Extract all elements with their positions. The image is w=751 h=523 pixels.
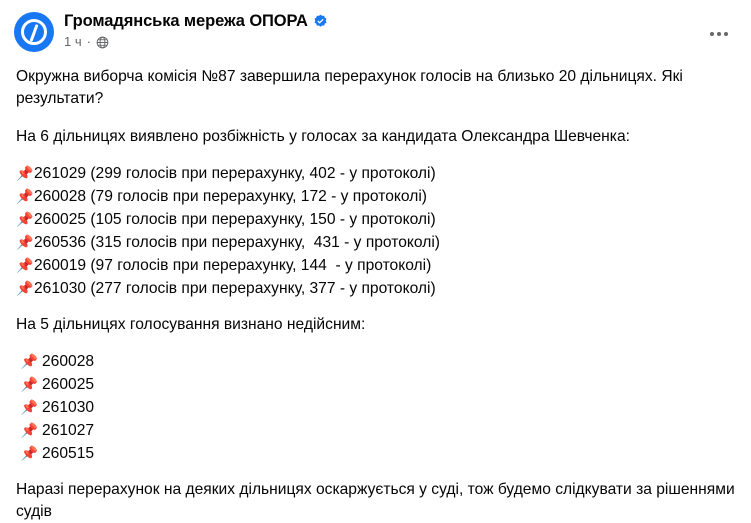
pushpin-icon: 📌 [16,188,34,204]
post-header-text [64,10,328,50]
more-options-icon[interactable] [703,18,735,50]
list-item [16,277,735,300]
list-item-text: 261029 (299 голосів при перерахунку, 402 - у протоколі) [34,165,436,182]
list-item-text: 260536 (315 голосів при перерахунку, 431 - у протоколі) [34,234,440,251]
post-intro-paragraph: Окружна виборча комісія №87 завершила перерахунок голосів на близько 20 дільницях. Які результати? [16,68,683,107]
pushpin-icon: 📌 [16,257,34,273]
pushpin-icon: 📌 [16,280,34,296]
pushpin-icon: 📌 [20,353,38,369]
post-timestamp[interactable]: 1 ч [64,34,82,49]
meta-separator: · [86,34,91,49]
pushpin-icon: 📌 [20,376,38,392]
list-item [16,231,735,254]
list-item [16,373,735,396]
list-item-text: 260019 (97 голосів при перерахунку, 144 - у протоколі) [34,257,432,274]
list-item-text: 260028 (79 голосів при перерахунку, 172 - у протоколі) [34,188,427,205]
page-name[interactable]: Громадянська мережа ОПОРА [64,12,308,30]
list-item-text: 260028 [42,353,95,370]
list-item-text: 261030 [42,399,95,416]
list-item [16,185,735,208]
opora-logo-avatar[interactable] [14,12,54,52]
list-item [16,442,735,465]
list-item [16,208,735,231]
section-2-title: На 5 дільницях голосування визнано недійсним: [16,316,366,333]
list-item-text: 260025 [42,376,95,393]
globe-icon[interactable] [96,36,109,49]
pushpin-icon: 📌 [16,165,34,181]
post-header [14,10,737,62]
list-item-text: 260025 (105 голосів при перерахунку, 150 - у протоколі) [34,211,436,228]
post-outro-paragraph: Наразі перерахунок на деяких дільницях оскаржується у суді, тож будемо слідкувати за рішеннями судів [16,481,735,520]
list-item [16,396,735,419]
page-name-row [64,11,328,31]
pushpin-icon: 📌 [20,399,38,415]
avatar-glyph [21,19,47,45]
list-item [16,162,735,185]
list-item [16,419,735,442]
list-item [16,350,735,373]
pushpin-icon: 📌 [16,234,34,250]
invalid-precincts-list [16,350,735,465]
section-1-title: На 6 дільницях виявлено розбіжність у голосах за кандидата Олександра Шевченка: [16,128,630,145]
more-dot [710,32,714,36]
verified-badge-icon [313,14,328,29]
pushpin-icon: 📌 [16,211,34,227]
list-item-text: 260515 [42,445,95,462]
list-item [16,254,735,277]
post-body [14,62,737,523]
pushpin-icon: 📌 [20,422,38,438]
more-dot [724,32,728,36]
more-dot [717,32,721,36]
list-item-text: 261030 (277 голосів при перерахунку, 377 - у протоколі) [34,280,436,297]
pushpin-icon: 📌 [20,445,38,461]
discrepancy-list [16,162,735,300]
post-meta-row [64,34,328,50]
list-item-text: 261027 [42,422,95,439]
